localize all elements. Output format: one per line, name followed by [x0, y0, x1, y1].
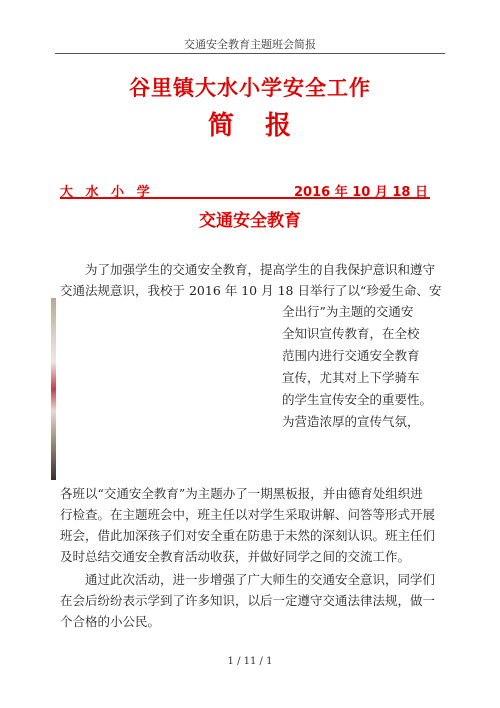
- bulletin-title: [0, 105, 500, 142]
- paragraph-line: 的学生宣传安全的重要性。: [282, 392, 433, 407]
- bulletin-title-char-1: 简: [207, 111, 235, 141]
- paragraph-line: 全出行”为主题的交通安: [282, 304, 414, 319]
- org-title: 谷里镇大水小学安全工作: [129, 76, 371, 100]
- paragraph-line: 各班以“交通安全教育”为主题办了一期黑板报，并由德育处组织进: [60, 486, 423, 501]
- paragraph-line: 行检查。在主题班会中，班主任以对学生采取讲解、问答等形式开展: [60, 507, 436, 522]
- activity-photo: [51, 298, 56, 480]
- info-line: [60, 181, 428, 200]
- paragraph-line: 全知识宣传教育，在全校: [282, 326, 420, 341]
- report-date: 2016 年 10 月 18 日: [294, 185, 428, 200]
- school-name: 大 水 小 学: [60, 185, 154, 200]
- article-title: 交通安全教育: [199, 211, 301, 231]
- page-header: 交通安全教育主题班会简报: [184, 38, 316, 51]
- paragraph-line: 宣传，尤其对上下学骑车: [282, 370, 420, 385]
- paragraph-line: 范围内进行交通安全教育: [282, 348, 420, 363]
- paragraph-line: 及时总结交通安全教育活动收获，并做好同学之间的交流工作。: [60, 549, 411, 564]
- paragraph-line: 通过此次活动，进一步增强了广大师生的交通安全意识，同学们: [85, 572, 436, 587]
- paragraph-line: 在会后纷纷表示学到了许多知识，以后一定遵守交通法律法规，做一: [60, 593, 436, 608]
- paragraph-line: 为营造浓厚的宣传气氛，: [282, 414, 420, 429]
- paragraph-line: 个合格的小公民。: [60, 614, 161, 629]
- info-rule: [60, 197, 430, 199]
- page-number: 1 / 11 / 1: [227, 656, 273, 667]
- paragraph-line: 为了加强学生的交通安全教育，提高学生的自我保护意识和遵守: [85, 262, 436, 277]
- bulletin-title-char-2: 报: [265, 111, 293, 141]
- paragraph-line: 交通法规意识，我校于 2016 年 10 月 18 日举行了以“珍爱生命、安: [60, 283, 442, 298]
- header-rule: [55, 53, 445, 54]
- paragraph-line: 班会，借此加深孩子们对安全重在防患于未然的深刻认识。班主任们: [60, 528, 436, 543]
